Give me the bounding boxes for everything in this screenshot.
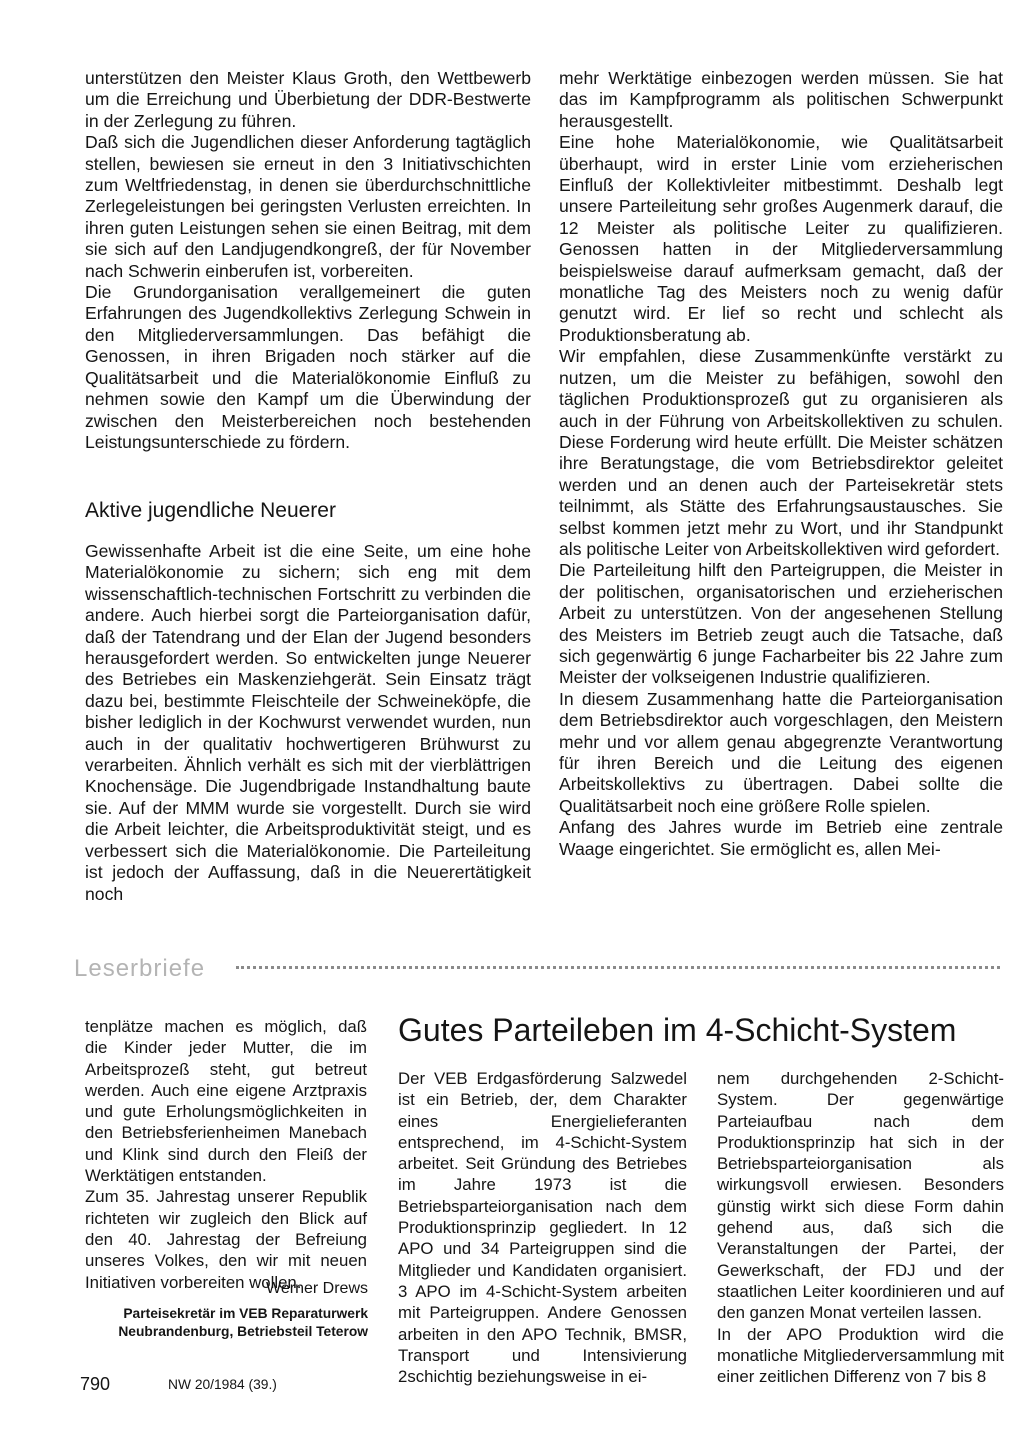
article-title: Gutes Parteileben im 4-Schicht-System bbox=[398, 1012, 957, 1048]
paragraph: Eine hohe Materialökonomie, wie Qualitätsarbeit überhaupt, wird in erster Linie vom erzieherischen Einfluß der Kollektivleiter mitbestimmt. Deshalb legt unsere Parteileitung sehr großes Augenmerk darauf, die 12 Meister als politische Leiter zu qualifizieren. Genossen hatten in der Mitgliederversammlung beispielsweise darauf aufmerksam gemacht, daß der monatliche Tag des Meisters noch zu wenig dafür genutzt wird. Er lief so recht und schlecht als Produktionsberatung ab. bbox=[559, 132, 1003, 345]
letter-affiliation bbox=[85, 1305, 368, 1341]
paragraph: Gewissenhafte Arbeit ist die eine Seite, um eine hohe Materialökonomie zu sichern; sich eng mit dem wissenschaftlich-technischen Fortschritt zu verbinden die andere. Auch hierbei sorgt die Parteiorganisation dafür, daß der Tatendrang und der Elan der Jugend besonders herausgefordert werden. So entwickelten junge Neuerer des Betriebes ein Maskenziehgerät. Sein Einsatz trägt dazu bei, bestimmte Fleischteile der Schweineköpfe, die bisher lediglich in der Kochwurst verwendet wurden, nun auch in der qualitativ hochwertigeren Brühwurst zu verarbeiten. Ähnlich verhält es sich mit der vierblättrigen Knochensäge. Die Jugendbrigade Instandhaltung baute sie. Auf der MMM wurde sie vorgestellt. Durch sie wird die Arbeit leichter, die Arbeitsproduktivität steigt, und es verbessert sich die Materialökonomie. Die Parteileitung ist jedoch der Auffassung, daß in die Neuerertätigkeit noch bbox=[85, 541, 531, 904]
section-divider bbox=[236, 966, 1000, 969]
paragraph: Daß sich die Jugendlichen dieser Anforderung tagtäglich stellen, bewiesen sie erneut in den 3 Initiativschichten zum Weltfriedenstag, in denen sie überdurchschnittliche Zerlegeleistungen bei geringsten Verlusten erreichten. In ihren guten Leistungen sehen sie einen Beitrag, mit dem sie sich auf den Landjugendkongreß, der für November nach Schwerin einberufen ist, vorbereiten. bbox=[85, 132, 531, 281]
page-number: 790 bbox=[80, 1374, 111, 1394]
affiliation-line: Parteisekretär im VEB Reparaturwerk bbox=[123, 1306, 368, 1321]
paragraph: unterstützen den Meister Klaus Groth, den Wettbewerb um die Erreichung und Überbietung der DDR-Bestwerte in der Zerlegung zu führen. bbox=[85, 68, 531, 131]
paragraph: In der APO Produktion wird die monatliche Mitgliederversammlung mit einer zeitlichen Differenz von 7 bis 8 bbox=[717, 1324, 1004, 1387]
article-column-1 bbox=[85, 68, 531, 453]
paragraph: Die Parteileitung hilft den Parteigruppen, die Meister in der politischen, organisatorischen und erzieherischen Arbeit zu unterstützen. Von der angesehenen Stellung des Meisters im Betrieb zeugt auch die Tatsache, daß sich gegenwärtig 6 junge Facharbeiter bis 22 Jahre zum Meister der volkseigenen Industrie qualifizieren. bbox=[559, 560, 1003, 688]
paragraph: tenplätze machen es möglich, daß die Kinder jeder Mutter, die im Arbeitsprozeß steht, gut betreut werden. Auch eine eigene Arztpraxis und gute Erholungsmöglichkeiten in den Betriebsferienheimen Manebach und Klink sind durch den Fleiß der Werktätigen entstanden. bbox=[85, 1017, 367, 1186]
article-column-right bbox=[717, 1068, 1004, 1387]
section-label: Leserbriefe bbox=[74, 955, 206, 982]
paragraph: Der VEB Erdgasförderung Salzwedel ist ein Betrieb, der, dem Charakter eines Energielieferanten entsprechend, im 4-Schicht-System arbeitet. Seit Gründung des Betriebes im Jahre 1973 ist die Betriebsparteiorganisation nach dem Produktionsprinzip gegliedert. In 12 APO und 34 Parteigruppen sind die Mitglieder und Kandidaten organisiert. 3 APO im 4-Schicht-System arbeiten mit Parteigruppen. Andere Genossen arbeiten in den APO Technik, BMSR, Transport und Intensivierung 2schichtig beziehungsweise in ei- bbox=[398, 1069, 687, 1387]
affiliation-line: Neubrandenburg, Betriebsteil Teterow bbox=[118, 1324, 368, 1339]
subheading: Aktive jugendliche Neuerer bbox=[85, 499, 336, 522]
article-column-1-continued bbox=[85, 541, 531, 905]
letter-author: Werner Drews bbox=[266, 1280, 368, 1297]
article-column-left bbox=[398, 1068, 687, 1387]
paragraph: mehr Werktätige einbezogen werden müssen. Sie hat das im Kampfprogramm als politischen Schwerpunkt herausgestellt. bbox=[559, 68, 1003, 131]
paragraph: In diesem Zusammenhang hatte die Parteiorganisation dem Betriebsdirektor auch vorgeschlagen, den Meistern mehr und vor allem genau abgegrenzte Verantwortung für ihren Bereich und die Leitung des eigenen Arbeitskollektivs zu übertragen. Dabei sollte die Qualitätsarbeit noch eine größere Rolle spielen. bbox=[559, 688, 1003, 816]
paragraph: Wir empfahlen, diese Zusammenkünfte verstärkt zu nutzen, um die Meister zu befähigen, sowohl den täglichen Produktionsprozeß gut zu organisieren als auch in der Führung von Arbeitskollektiven zu schulen. Diese Forderung wird heute erfüllt. Die Meister schätzen ihre Beratungstage, die vom Betriebsdirektor geleitet werden und an denen auch der Parteisekretär stets teilnimmt, als Stätte des Erfahrungsaustausches. Sie selbst kommen jetzt mehr zu Wort, und ihr Standpunkt als politische Leiter von Arbeitskollektiven wird gefordert. bbox=[559, 346, 1003, 559]
paragraph: Zum 35. Jahrestag unserer Republik richteten wir zugleich den Blick auf den 40. Jahrestag der Befreiung unseres Volkes, den wir mit neuen Initiativen vorbereiten wollen. bbox=[85, 1187, 367, 1292]
paragraph: Anfang des Jahres wurde im Betrieb eine zentrale Waage eingerichtet. Sie ermöglicht es, allen Mei- bbox=[559, 817, 1003, 859]
issue-info: NW 20/1984 (39.) bbox=[168, 1377, 277, 1392]
paragraph: Die Grundorganisation verallgemeinert die guten Erfahrungen des Jugendkollektivs Zerlegung Schwein in den Mitgliederversammlungen. Das befähigt die Genossen, in ihren Brigaden noch stärker auf die Qualitätsarbeit und die Materialökonomie Einfluß zu nehmen sowie den Kampf um die Überwindung der zwischen den Meisterbereichen noch bestehenden Leistungsunterschiede zu fördern. bbox=[85, 282, 531, 452]
reader-letter bbox=[85, 1016, 367, 1293]
article-column-2 bbox=[559, 68, 1003, 860]
paragraph: nem durchgehenden 2-Schicht-System. Der gegenwärtige Parteiaufbau nach dem Produktionsprinzip hat sich in der Betriebsparteiorganisation als wirkungsvoll erwiesen. Besonders günstig wirkt sich diese Form dahin gehend aus, daß sich die Veranstaltungen der Partei, der Gewerkschaft, der FDJ und der staatlichen Leiter koordinieren und auf den ganzen Monat verteilen lassen. bbox=[717, 1069, 1004, 1323]
